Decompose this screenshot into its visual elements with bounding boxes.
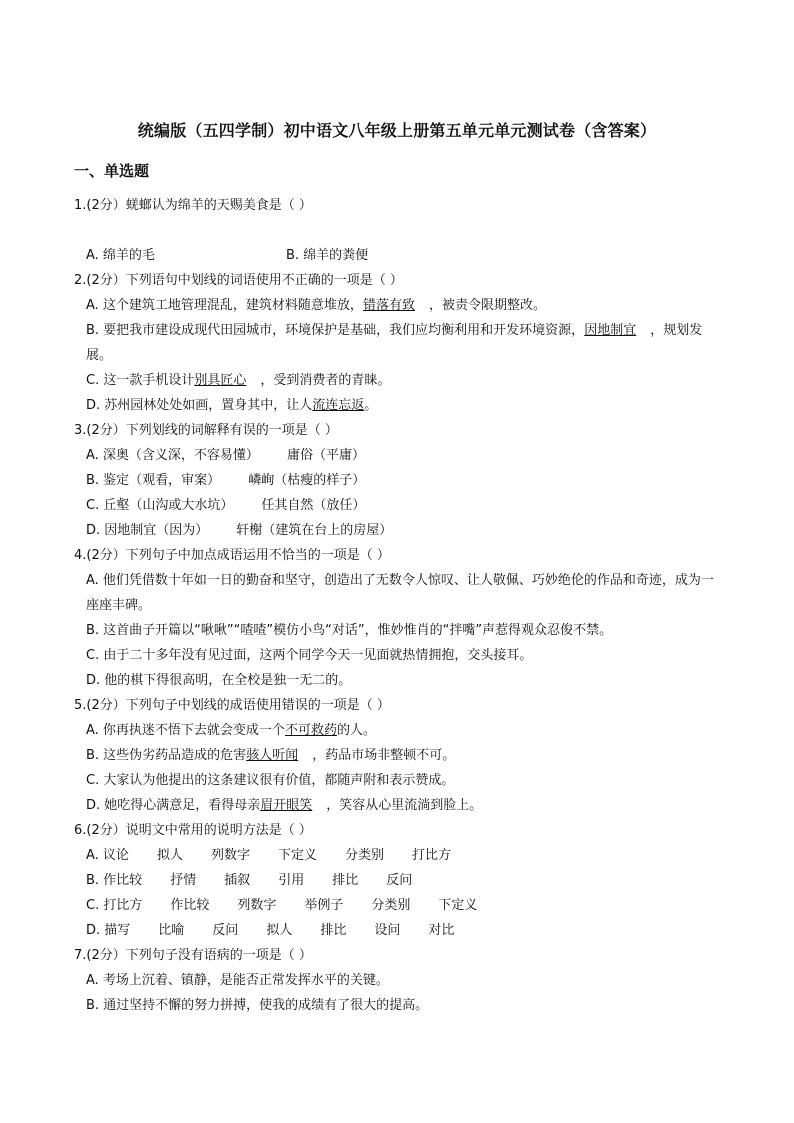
term: 排比 xyxy=(320,923,347,938)
term: D. 描写 xyxy=(86,923,131,938)
option-b xyxy=(74,318,724,368)
term: 打比方 xyxy=(412,848,452,863)
question-1 xyxy=(74,193,724,268)
term: A. 议论 xyxy=(86,848,129,863)
option-text: 的人。 xyxy=(336,723,376,738)
term: 对比 xyxy=(428,923,455,938)
question-list xyxy=(74,193,724,1018)
option-d xyxy=(74,793,724,818)
option-text: 庸俗（平庸） xyxy=(286,448,365,463)
question-stem: 3.(2分）下列划线的词解释有误的一项是（ ） xyxy=(74,423,338,438)
option-a xyxy=(74,843,724,868)
option-b: B. 这首曲子开篇以“啾啾”“喳喳”模仿小鸟“对话”，惟妙惟肖的“拌嘴”声惹得观众忍俊不禁。 xyxy=(86,623,613,638)
option-text: D. 她吃得心满意足，看得母亲 xyxy=(86,798,261,813)
option-b: B. 通过坚持不懈的努力拼搏，使我的成绩有了很大的提高。 xyxy=(86,998,429,1013)
term: 设问 xyxy=(374,923,401,938)
underlined-term: 流连忘返 xyxy=(312,398,365,413)
question-5 xyxy=(74,693,724,818)
underlined-term: 骇人听闻 xyxy=(246,748,299,763)
option-text: 任其自然（放任） xyxy=(261,498,366,513)
term: 引用 xyxy=(278,873,305,888)
option-b xyxy=(74,743,724,768)
term: 举例子 xyxy=(304,898,344,913)
option-a xyxy=(74,718,724,743)
underlined-term: 因地制宜 xyxy=(584,323,637,338)
option-text: ，药品市场非整顿不可。 xyxy=(312,748,456,763)
underlined-term: 眉开眼笑 xyxy=(260,798,313,813)
option-a: A. 绵羊的毛 xyxy=(86,248,155,263)
option-a: A. 考场上沉着、镇静，是能否正常发挥水平的关键。 xyxy=(86,973,389,988)
option-text: 嶙峋（枯瘦的样子） xyxy=(248,473,366,488)
option-text: D. 苏州园林处处如画，置身其中，让人 xyxy=(86,398,313,413)
option-d xyxy=(74,393,724,418)
option-text: ，笑容从心里流淌到脸上。 xyxy=(326,798,483,813)
option-b xyxy=(74,868,724,893)
term: 反问 xyxy=(212,923,239,938)
underlined-term: 不可救药 xyxy=(284,723,337,738)
term: 列数字 xyxy=(210,848,250,863)
option-text: C. 这一款手机设计 xyxy=(86,373,195,388)
section-heading: 一、单选题 xyxy=(74,162,150,180)
page-title: 统编版（五四学制）初中语文八年级上册第五单元单元测试卷（含答案） xyxy=(137,121,657,140)
option-text: D. 因地制宜（因为） xyxy=(86,523,209,538)
option-text: B. 鉴定（观看，审案） xyxy=(86,473,221,488)
option-d: D. 他的棋下得很高明，在全校是独一无二的。 xyxy=(86,673,352,688)
option-c xyxy=(74,368,724,393)
underlined-term: 错落有致 xyxy=(362,298,415,313)
term: 排比 xyxy=(332,873,359,888)
question-stem: 6.(2分）说明文中常用的说明方法是（ ） xyxy=(74,823,312,838)
question-stem: 1.(2分）蜣螂认为绵羊的天赐美食是（ ） xyxy=(74,198,312,213)
question-3 xyxy=(74,418,724,543)
term: 列数字 xyxy=(237,898,277,913)
option-a: A. 他们凭借数十年如一日的勤奋和坚守，创造出了无数令人惊叹、让人敬佩、巧妙绝伦的作品和奇迹，成为一座座丰碑。 xyxy=(86,573,714,613)
term: 拟人 xyxy=(156,848,183,863)
option-c xyxy=(74,893,724,918)
option-row xyxy=(74,243,724,268)
option-text: B. 这些伪劣药品造成的危害 xyxy=(86,748,247,763)
option-text: ，受到消费者的青睐。 xyxy=(260,373,391,388)
option-text: ，规划发展。 xyxy=(86,323,703,363)
option-text: C. 丘壑（山沟或大水坑） xyxy=(86,498,234,513)
option-text: A. 深奥（含义深，不容易懂） xyxy=(86,448,259,463)
option-d xyxy=(74,918,724,943)
term: B. 作比较 xyxy=(86,873,143,888)
question-4 xyxy=(74,543,724,693)
term: 分类别 xyxy=(344,848,384,863)
option-c: C. 由于二十多年没有见过面，这两个同学今天一见面就热情拥抱，交头接耳。 xyxy=(86,648,533,663)
term: 反问 xyxy=(386,873,413,888)
option-a xyxy=(74,443,724,468)
question-2 xyxy=(74,268,724,418)
option-a xyxy=(74,293,724,318)
option-b xyxy=(74,468,724,493)
term: 插叙 xyxy=(224,873,251,888)
question-6 xyxy=(74,818,724,943)
option-text: A. 这个建筑工地管理混乱，建筑材料随意堆放， xyxy=(86,298,363,313)
term: 比喻 xyxy=(158,923,185,938)
term: 拟人 xyxy=(266,923,293,938)
question-stem: 7.(2分）下列句子没有语病的一项是（ ） xyxy=(74,948,312,963)
option-b: B. 绵羊的粪便 xyxy=(286,248,369,263)
option-text: 。 xyxy=(364,398,378,413)
option-text: B. 要把我市建设成现代田园城市，环境保护是基础，我们应均衡利用和开发环境资源， xyxy=(86,323,585,338)
term: 分类别 xyxy=(371,898,411,913)
option-d xyxy=(74,518,724,543)
term: C. 打比方 xyxy=(86,898,143,913)
term: 下定义 xyxy=(277,848,317,863)
term: 作比较 xyxy=(170,898,210,913)
question-7 xyxy=(74,943,724,1018)
underlined-term: 别具匠心 xyxy=(194,373,247,388)
option-text: ，被责令限期整改。 xyxy=(428,298,546,313)
term: 抒情 xyxy=(170,873,197,888)
question-stem: 2.(2分）下列语句中划线的词语使用不正确的一项是（ ） xyxy=(74,273,403,288)
question-stem: 4.(2分）下列句子中加点成语运用不恰当的一项是（ ） xyxy=(74,548,390,563)
option-c: C. 大家认为他提出的这条建议很有价值，都随声附和表示赞成。 xyxy=(86,773,455,788)
term: 下定义 xyxy=(438,898,478,913)
option-c xyxy=(74,493,724,518)
option-text: 轩榭（建筑在台上的房屋） xyxy=(236,523,393,538)
option-text: A. 你再执迷不悟下去就会变成一个 xyxy=(86,723,285,738)
question-stem: 5.(2分）下列句子中划线的成语使用错误的一项是（ ） xyxy=(74,698,390,713)
